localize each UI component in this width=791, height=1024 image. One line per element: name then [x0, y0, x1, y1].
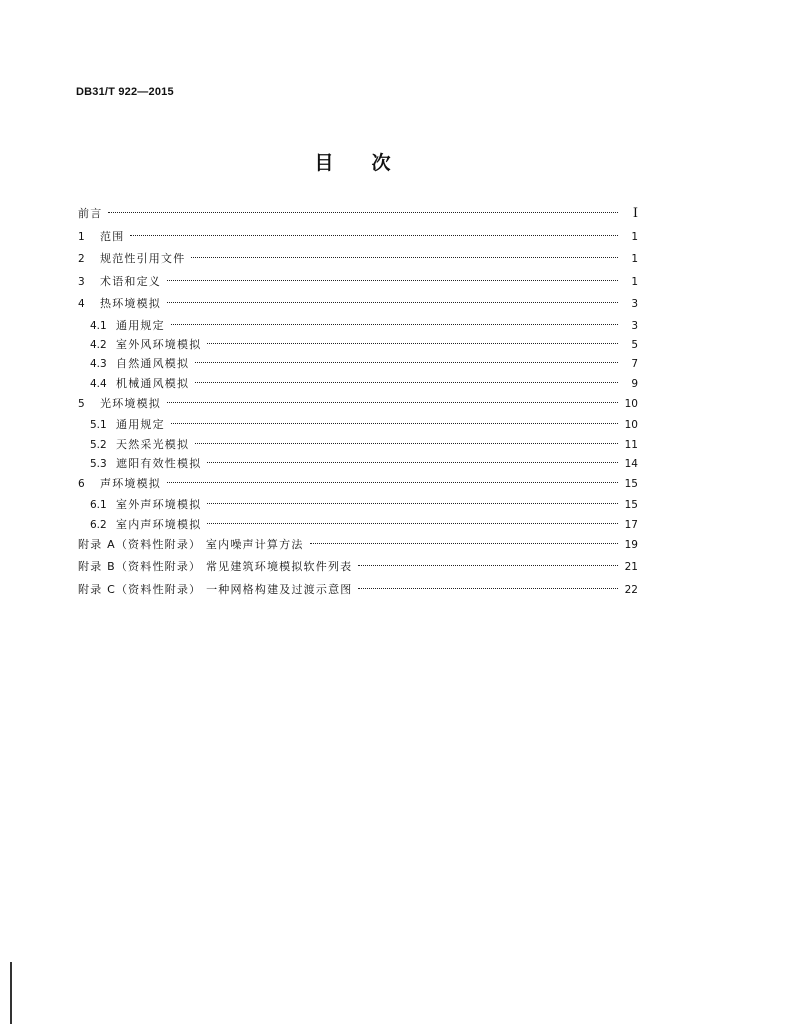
toc-entry-page: 10 [624, 419, 638, 432]
toc-dot-leader [207, 523, 618, 524]
toc-entry-number: 4.1 [90, 319, 107, 332]
toc-entry-page: 21 [624, 561, 638, 574]
toc-entry[interactable] [78, 454, 638, 473]
toc-entry-title: 声环境模拟 [100, 476, 161, 490]
toc-entry-page: 17 [624, 518, 638, 531]
toc-dot-leader [171, 423, 618, 424]
toc-dot-leader [310, 543, 618, 544]
toc-entry[interactable] [78, 556, 638, 579]
toc-entry[interactable] [78, 335, 638, 354]
toc-entry[interactable] [78, 316, 638, 335]
toc-entry-number: 5 [78, 397, 85, 410]
toc-entry[interactable] [78, 293, 638, 316]
toc-entry-title: 室内声环境模拟 [116, 517, 202, 531]
toc-entry-title: 热环境模拟 [100, 297, 161, 311]
toc-entry-title: 范围 [100, 229, 125, 243]
toc-entry[interactable] [78, 354, 638, 373]
toc-entry-page: 3 [631, 298, 638, 311]
toc-entry-number: 3 [78, 275, 85, 288]
toc-entry[interactable] [78, 534, 638, 557]
toc-entry[interactable] [78, 203, 638, 226]
toc-entry[interactable] [78, 374, 638, 393]
toc-dot-leader [167, 302, 618, 303]
toc-entry-title: 附录 A（资料性附录） 室内噪声计算方法 [78, 537, 304, 551]
toc-entry[interactable] [78, 271, 638, 294]
document-code: DB31/T 922—2015 [76, 86, 174, 98]
toc-entry-title: 附录 C（资料性附录） 一种网格构建及过渡示意图 [78, 583, 353, 597]
toc-entry-number: 6.2 [90, 518, 107, 531]
toc-entry[interactable] [78, 515, 638, 534]
toc-entry-page: 22 [624, 584, 638, 597]
toc-entry-page: 7 [631, 358, 638, 371]
scan-edge-mark [10, 962, 12, 1024]
toc-dot-leader [191, 257, 618, 258]
toc-dot-leader [167, 280, 618, 281]
toc-entry[interactable] [78, 248, 638, 271]
toc-entry-title: 机械通风模拟 [116, 376, 190, 390]
toc-dot-leader [358, 565, 618, 566]
toc-dot-leader [108, 212, 618, 213]
toc-entry-page: I [632, 206, 638, 221]
toc-entry-number: 4.3 [90, 358, 107, 371]
toc-entry-number: 4.2 [90, 339, 107, 352]
toc-dot-leader [207, 462, 618, 463]
toc-entry-page: 3 [631, 319, 638, 332]
toc-dot-leader [207, 503, 618, 504]
toc-entry-page: 19 [624, 538, 638, 551]
toc-entry-page: 15 [624, 499, 638, 512]
toc-entry[interactable] [78, 473, 638, 496]
toc-entry-page: 10 [624, 397, 638, 410]
toc-entry-page: 1 [631, 253, 638, 266]
toc-entry-page: 1 [631, 275, 638, 288]
toc-entry-number: 5.3 [90, 457, 107, 470]
toc-entry-number: 4 [78, 298, 85, 311]
toc-dot-leader [195, 443, 618, 444]
toc-entry-number: 4.4 [90, 377, 107, 390]
toc-entry-title: 遮阳有效性模拟 [116, 456, 202, 470]
toc-entry-title: 前言 [78, 207, 103, 220]
toc-entry[interactable] [78, 415, 638, 434]
toc-entry[interactable] [78, 226, 638, 249]
toc-entry[interactable] [78, 435, 638, 454]
toc-entry-title: 通用规定 [116, 318, 165, 332]
toc-dot-leader [167, 402, 618, 403]
toc-entry-title: 通用规定 [116, 418, 165, 432]
toc-entry-page: 5 [631, 339, 638, 352]
toc-title: 目次 [314, 152, 429, 174]
toc-entry-title: 术语和定义 [100, 274, 161, 288]
toc-entry-page: 1 [631, 230, 638, 243]
toc-entry-number: 6.1 [90, 499, 107, 512]
toc-dot-leader [130, 235, 618, 236]
toc-entry-page: 9 [631, 377, 638, 390]
toc-dot-leader [358, 588, 618, 589]
toc-entry-title: 附录 B（资料性附录） 常见建筑环境模拟软件列表 [78, 560, 353, 574]
toc-entry-title: 自然通风模拟 [116, 357, 190, 371]
toc-dot-leader [167, 482, 618, 483]
toc-entry[interactable] [78, 393, 638, 416]
toc-entry-title: 规范性引用文件 [100, 252, 186, 266]
toc-entry-number: 1 [78, 230, 85, 243]
toc-entry-number: 5.1 [90, 419, 107, 432]
toc-entry-page: 11 [624, 438, 638, 451]
toc-entry-page: 14 [624, 457, 638, 470]
toc-entry-number: 6 [78, 477, 85, 490]
toc-entry-title: 天然采光模拟 [116, 437, 190, 451]
table-of-contents [78, 203, 638, 602]
toc-entry-title: 室外声环境模拟 [116, 498, 202, 512]
toc-entry-number: 2 [78, 253, 85, 266]
toc-entry-page: 15 [624, 477, 638, 490]
toc-dot-leader [207, 343, 618, 344]
toc-entry-title: 光环境模拟 [100, 396, 161, 410]
toc-entry[interactable] [78, 495, 638, 514]
toc-dot-leader [195, 382, 618, 383]
toc-entry-number: 5.2 [90, 438, 107, 451]
toc-entry-title: 室外风环境模拟 [116, 338, 202, 352]
toc-dot-leader [171, 324, 618, 325]
toc-entry[interactable] [78, 579, 638, 602]
toc-dot-leader [195, 362, 618, 363]
